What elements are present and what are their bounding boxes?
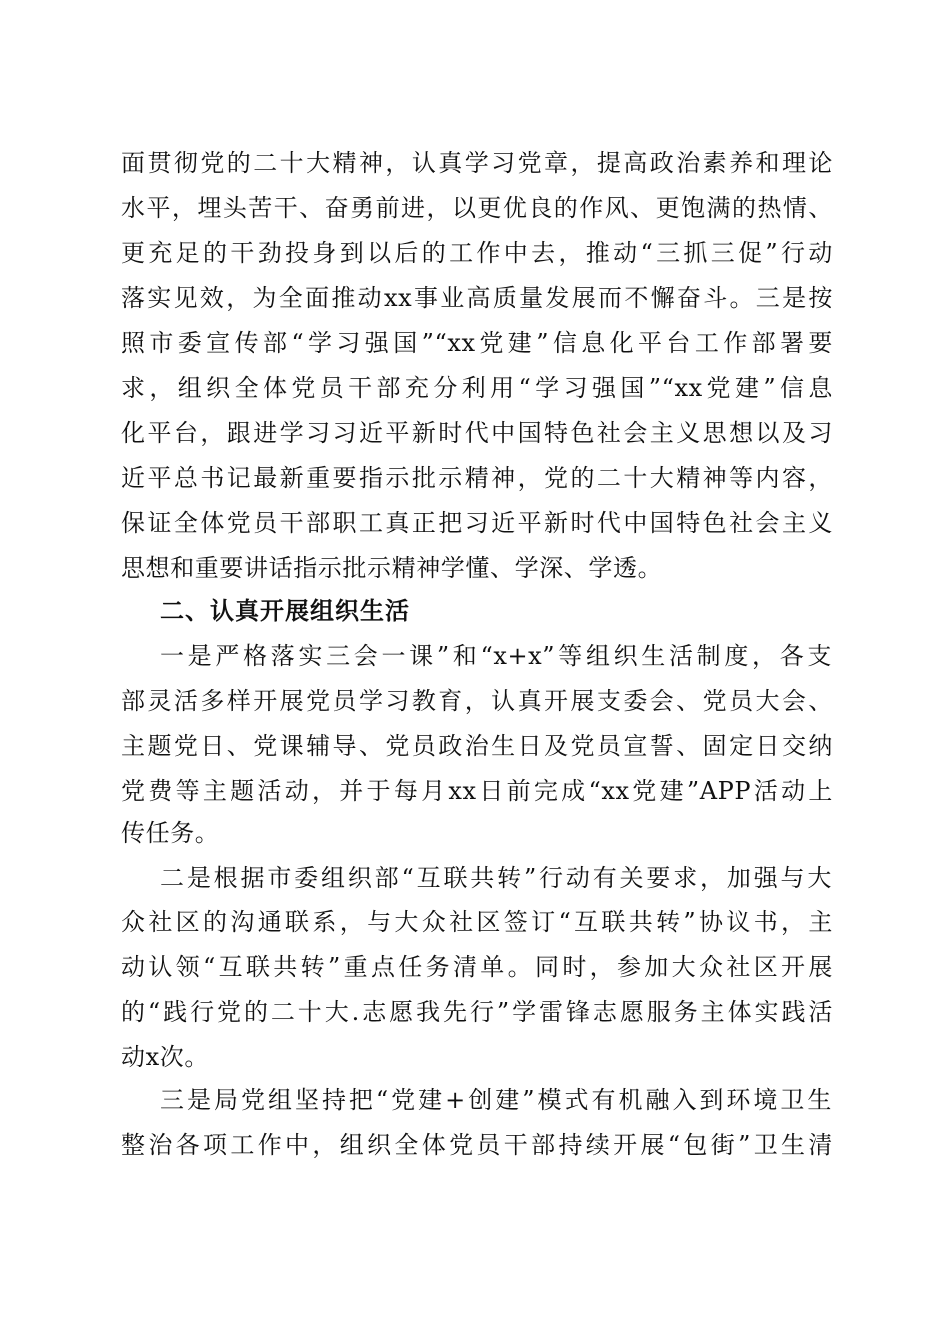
text-line: 思想和重要讲话指示批示精神学懂、学深、学透。 — [121, 554, 663, 582]
text-line: 动认领“互联共转”重点任务清单。同时，参加大众社区开展 — [121, 953, 833, 981]
text-line: 传任务。 — [121, 819, 220, 847]
text-line: 主题党日、党课辅导、党员政治生日及党员宣誓、固定日交纳 — [121, 732, 833, 760]
text-line: 近平总书记最新重要指示批示精神，党的二十大精神等内容， — [121, 464, 833, 492]
text-line: 的“践行党的二十大.志愿我先行”学雷锋志愿服务主体实践活 — [121, 998, 833, 1026]
text-line: 水平，埋头苦干、奋勇前进，以更优良的作风、更饱满的热情、 — [121, 194, 833, 222]
text-line: 面贯彻党的二十大精神，认真学习党章，提高政治素养和理论 — [121, 149, 833, 177]
text-line: 部灵活多样开展党员学习教育，认真开展支委会、党员大会、 — [121, 687, 833, 715]
text-line: 整治各项工作中，组织全体党员干部持续开展“包街”卫生清 — [121, 1131, 833, 1159]
text-line: 求，组织全体党员干部充分利用“学习强国”“xx党建”信息 — [121, 374, 833, 402]
text-line: 众社区的沟通联系，与大众社区签订“互联共转”协议书，主 — [121, 908, 833, 936]
text-line: 化平台，跟进学习习近平新时代中国特色社会主义思想以及习 — [121, 419, 833, 447]
text-line: 党费等主题活动，并于每月xx日前完成“xx党建”APP活动上 — [121, 777, 833, 805]
text-line: 照市委宣传部“学习强国”“xx党建”信息化平台工作部署要 — [121, 329, 833, 357]
text-line: 落实见效，为全面推动xx事业高质量发展而不懈奋斗。三是按 — [121, 284, 833, 312]
text-line: 更充足的干劲投身到以后的工作中去，推动“三抓三促”行动 — [121, 239, 833, 267]
text-line: 三是局党组坚持把“党建+创建”模式有机融入到环境卫生 — [160, 1086, 832, 1114]
text-line: 保证全体党员干部职工真正把习近平新时代中国特色社会主义 — [121, 509, 833, 537]
text-line: 动x次。 — [121, 1043, 209, 1071]
text-line: 二是根据市委组织部“互联共转”行动有关要求，加强与大 — [160, 864, 832, 892]
text-line: 一是严格落实三会一课”和“x+x”等组织生活制度，各支 — [160, 642, 832, 670]
section-heading: 二、认真开展组织生活 — [160, 597, 410, 625]
